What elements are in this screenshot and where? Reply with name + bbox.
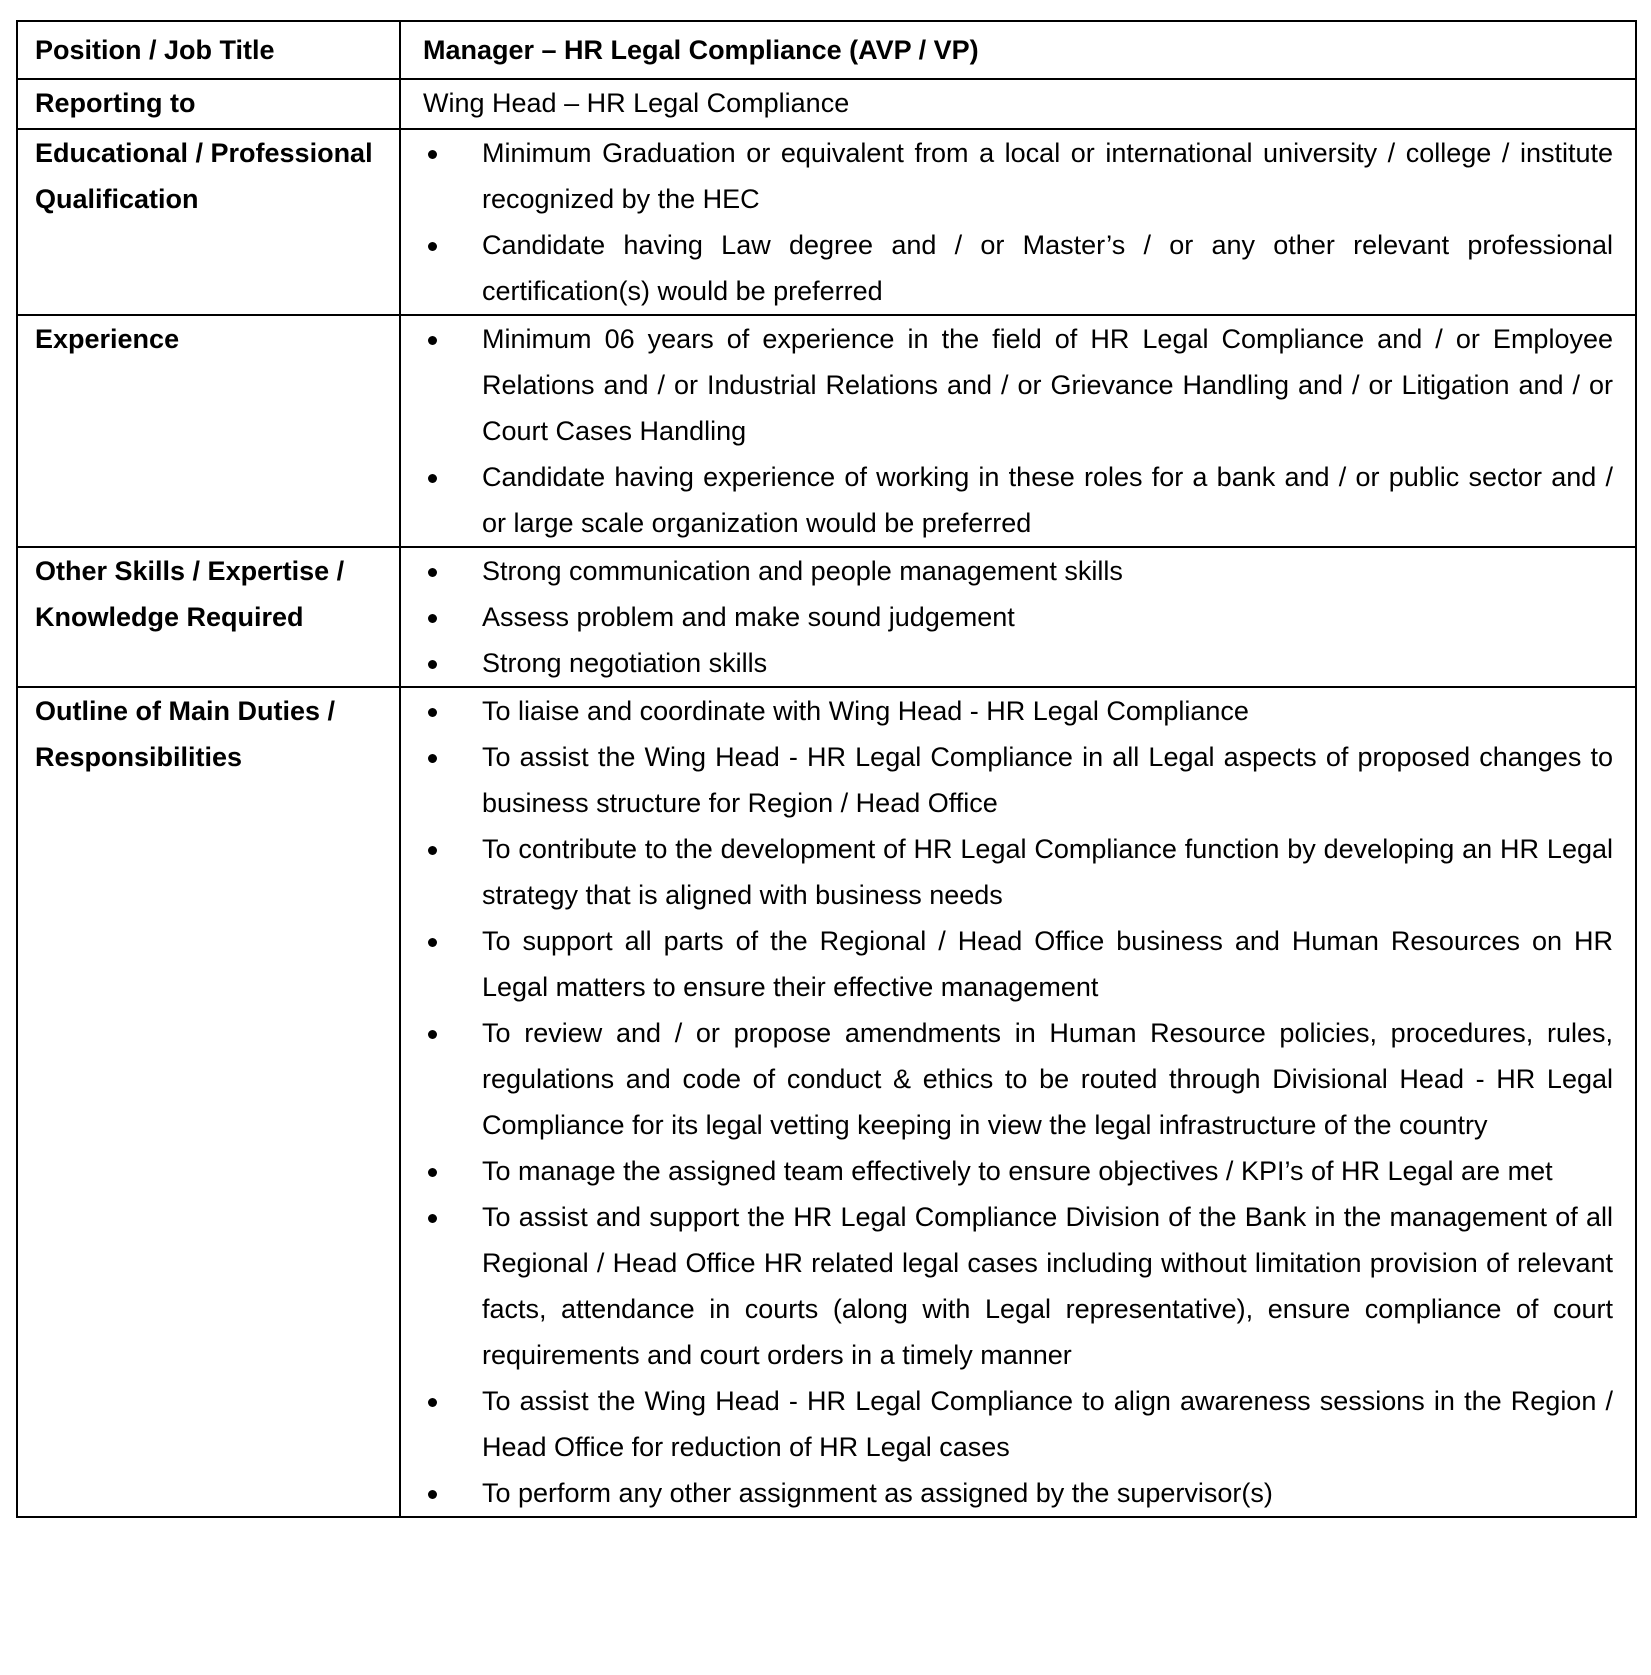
table-row-skills [17, 547, 1636, 687]
list-item-text: To assist the Wing Head - HR Legal Compliance in all Legal aspects of proposed changes to business structure for Region / Head Office [482, 742, 1613, 818]
bullet-list [423, 688, 1613, 1516]
list-item [423, 1148, 1613, 1194]
list-item-text: To support all parts of the Regional / Head Office business and Human Resources on HR Legal matters to ensure their effective management [482, 926, 1613, 1002]
table-row-qualification [17, 129, 1636, 315]
list-item-text: To perform any other assignment as assigned by the supervisor(s) [482, 1478, 1273, 1508]
list-item-text: To assist the Wing Head - HR Legal Compliance to align awareness sessions in the Region / Head Office for reduction of HR Legal cases [482, 1386, 1613, 1462]
table-row-position [17, 21, 1636, 79]
bullet-list [423, 548, 1613, 686]
list-item [423, 640, 1613, 686]
list-item [423, 222, 1613, 314]
list-item-text: Candidate having experience of working in these roles for a bank and / or public sector and / or large scale organization would be preferred [482, 462, 1613, 538]
list-item [423, 316, 1613, 454]
list-item [423, 1378, 1613, 1470]
list-item [423, 826, 1613, 918]
row-label: Outline of Main Duties / Responsibilities [17, 687, 400, 1517]
experience-cell [400, 315, 1636, 547]
table-row-duties [17, 687, 1636, 1517]
list-item-text: To liaise and coordinate with Wing Head - HR Legal Compliance [482, 696, 1249, 726]
list-item-text: To contribute to the development of HR Legal Compliance function by developing an HR Legal strategy that is aligned with business needs [482, 834, 1613, 910]
list-item-text: Assess problem and make sound judgement [482, 602, 1015, 632]
list-item [423, 734, 1613, 826]
duties-cell [400, 687, 1636, 1517]
list-item-text: Minimum Graduation or equivalent from a local or international university / college / institute recognized by the HEC [482, 138, 1613, 214]
list-item-text: To review and / or propose amendments in Human Resource policies, procedures, rules, regulations and code of conduct & ethics to be routed through Divisional Head - HR Legal Compliance for its legal vetting keeping in view the legal infrastructure of the country [482, 1018, 1613, 1140]
bullet-list [423, 316, 1613, 546]
list-item-text: Candidate having Law degree and / or Master’s / or any other relevant professional certification(s) would be preferred [482, 230, 1613, 306]
list-item-text: To assist and support the HR Legal Compliance Division of the Bank in the management of all Regional / Head Office HR related legal cases including without limitation provision of relevant facts, attendance in courts (along with Legal representative), ensure compliance of court requirements and court orders in a timely manner [482, 1202, 1613, 1370]
list-item [423, 1194, 1613, 1378]
row-label: Educational / Professional Qualification [17, 129, 400, 315]
list-item [423, 594, 1613, 640]
list-item-text: Minimum 06 years of experience in the field of HR Legal Compliance and / or Employee Relations and / or Industrial Relations and / or Grievance Handling and / or Litigation and / or Court Cases Handling [482, 324, 1613, 446]
reporting-to-value: Wing Head – HR Legal Compliance [400, 79, 1636, 129]
row-label: Position / Job Title [17, 21, 400, 79]
bullet-list [423, 130, 1613, 314]
job-title-value: Manager – HR Legal Compliance (AVP / VP) [400, 21, 1636, 79]
table-row-reporting [17, 79, 1636, 129]
list-item [423, 1470, 1613, 1516]
list-item [423, 130, 1613, 222]
table-row-experience [17, 315, 1636, 547]
list-item-text: Strong communication and people management skills [482, 556, 1123, 586]
list-item [423, 454, 1613, 546]
row-label: Reporting to [17, 79, 400, 129]
list-item-text: Strong negotiation skills [482, 648, 768, 678]
list-item [423, 918, 1613, 1010]
job-description-table [16, 20, 1637, 1518]
row-label: Experience [17, 315, 400, 547]
list-item [423, 688, 1613, 734]
qualification-cell [400, 129, 1636, 315]
row-label: Other Skills / Expertise / Knowledge Required [17, 547, 400, 687]
list-item [423, 548, 1613, 594]
list-item-text: To manage the assigned team effectively to ensure objectives / KPI’s of HR Legal are met [482, 1156, 1553, 1186]
skills-cell [400, 547, 1636, 687]
list-item [423, 1010, 1613, 1148]
